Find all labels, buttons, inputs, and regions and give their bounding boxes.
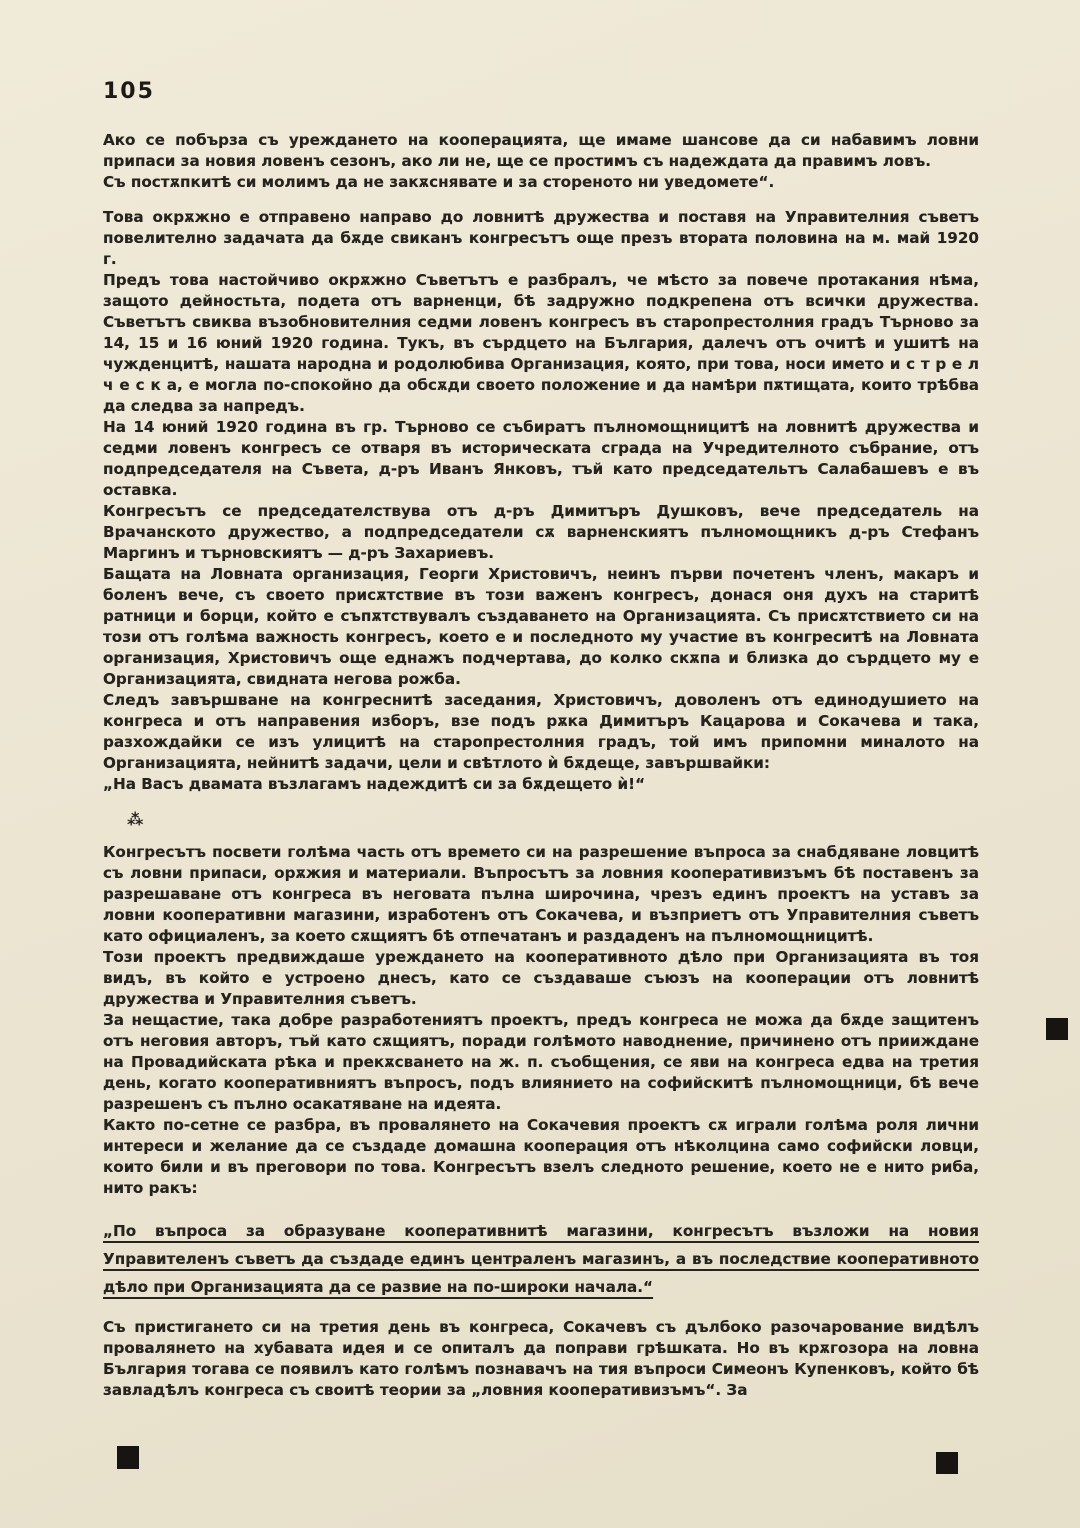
asterism-separator: ⁂	[127, 810, 146, 829]
paragraph: Предъ това настойчиво окрѫжно Съветътъ е разбралъ, че мѣсто за повече протакания нѣма, защото дейностьта, подета отъ варненци, бѣ задружно подкрепена отъ всички дружества. Съветътъ свиква възобновителния седми ловенъ конгресъ въ старопрестолния градъ Търново за 14, 15 и 16 юний 1920 година. Тукъ, въ сърдцето на България, далечъ отъ очитѣ и ушитѣ на чужденцитѣ, нашата народна и родолюбива Организация, която, при това, носи името и с т р е л ч е с к а, е могла по-спокойно да обсѫди своето положение и да намѣри пѫтищата, които трѣбва да следва за напредъ.	[103, 271, 979, 415]
paragraph: Бащата на Ловната организация, Георги Христовичъ, неинъ първи почетенъ членъ, макаръ и боленъ вече, съ своето присѫтствие въ този важенъ конгресъ, донася оня духъ на старитѣ ратници и борци, който е съпѫтствувалъ създаването на Организацията. Съ присѫтствието си на този отъ голѣма важность конгресъ, което е и последното му участие въ конгреситѣ на Ловната организация, Христовичъ още еднажъ подчертава, до колко скѫпа и близка до сърдцето му е Организацията, свидната негова рожба.	[103, 565, 979, 688]
paragraph-quote-end: Съ постѫпкитѣ си молимъ да не закѫснявате и за стореното ни уведомете“.	[103, 173, 775, 191]
paragraph: Конгресътъ посвети голѣма часть отъ времето си на разрешение въпроса за снабдяване ловцитѣ съ ловни припаси, орѫжия и материали. Въпросътъ за ловния кооперативизъмъ бѣ поставенъ за разрешаване отъ конгреса въ неговата пълна широчина, чрезъ единъ проектъ на уставъ за ловни кооперативни магазини, изработенъ отъ Сокачева, и възприетъ отъ Управителния съветъ като официаленъ, за което сѫщиятъ бѣ отпечатанъ и раздаденъ на пълномощницитѣ.	[103, 843, 979, 945]
print-mark-right-edge	[1046, 1018, 1068, 1040]
print-mark-bottom-right	[936, 1452, 958, 1474]
paragraph: Този проектъ предвиждаше уреждането на кооперативното дѣло при Организацията въ тоя видъ, въ който е устроено днесъ, като се създаваше съюзъ на кооперации отъ ловнитѣ дружества и Управителния съветъ.	[103, 948, 979, 1008]
paragraph: Следъ завършване на конгреснитѣ заседания, Христовичъ, доволенъ отъ единодушието на конгреса и отъ направения изборъ, взе подъ рѫка Димитъръ Кацарова и Сокачева и така, разхождайки се изъ улицитѣ на старопрестолния градъ, той имъ припомни миналото на Организацията, нейнитѣ задачи, цели и свѣтлото ѝ бѫдеще, завършвайки:	[103, 691, 979, 772]
paragraph: Това окрѫжно е отправено направо до ловнитѣ дружества и поставя на Управителния съветъ повелително задачата да бѫде свиканъ конгресътъ още презъ втората половина на м. май 1920 г.	[103, 208, 979, 268]
page-content	[103, 80, 979, 1401]
paragraph-quote-continuation: Ако се побърза съ уреждането на кооперацията, ще имаме шансове да си набавимъ ловни припаси за новия ловенъ сезонъ, ако ли не, ще се простимъ съ надеждата да правимъ ловъ.	[103, 131, 979, 170]
paragraph: За нещастие, така добре разработениятъ проектъ, предъ конгреса не можа да бѫде защитенъ отъ неговия авторъ, тъй като сѫщиятъ, поради голѣмото наводнение, причинено отъ прииждане на Провадийската рѣка и прекѫсването на ж. п. съобщения, се яви на конгреса едва на третия день, когато кооперативниятъ въпросъ, подъ влиянието на софийскитѣ пълномощници, бѣ вече разрешенъ съ пълно осакатяване на идеята.	[103, 1011, 979, 1113]
paragraph: Както по-сетне се разбра, въ провалянето на Сокачевия проектъ сѫ играли голѣма роля лични интереси и желание да се създаде домашна кооперация отъ нѣколцина само софийски ловци, които били и въ преговори по това. Конгресътъ взелъ следното решение, което не е нито риба, нито ракъ:	[103, 1116, 979, 1197]
paragraph: На 14 юний 1920 година въ гр. Търново се събиратъ пълномощницитѣ на ловнитѣ дружества и седми ловенъ конгресъ се отваря въ историческата сграда на Учредителното събрание, отъ подпредседателя на Съвета, д-ръ Иванъ Янковъ, тъй като председательтъ Салабашевъ е въ оставка.	[103, 418, 979, 499]
print-mark-bottom-left	[117, 1446, 139, 1469]
paragraph-underlined-resolution: „По въпроса за образуване кооперативнитѣ магазини, конгресътъ възложи на новия Управителенъ съветъ да създаде единъ централенъ магазинъ, а въ последствие кооперативното дѣло при Организацията да се развие на по-широки начала.“	[103, 1222, 979, 1296]
paragraph: Съ пристигането си на третия день въ конгреса, Сокачевъ съ дълбоко разочарование видѣлъ провалянето на хубавата идея и се опиталъ да поправи грѣшката. Но въ крѫгозора на ловна България тогава се появилъ като голѣмъ познавачъ на тия въпроси Симеонъ Купенковъ, който бѣ завладѣлъ конгреса съ своитѣ теории за „ловния кооперативизъмъ“. За	[103, 1318, 979, 1399]
paragraph: Конгресътъ се председателствува отъ д-ръ Димитъръ Душковъ, вече председатель на Врачанското дружество, а подпредседатели сѫ варненскиятъ пълномощникъ д-ръ Стефанъ Маргинъ и търновскиятъ — д-ръ Захариевъ.	[103, 502, 979, 562]
paragraph-quote: „На Васъ двамата възлагамъ надеждитѣ си за бѫдещето ѝ!“	[103, 775, 646, 793]
page-number: 105	[103, 79, 155, 104]
